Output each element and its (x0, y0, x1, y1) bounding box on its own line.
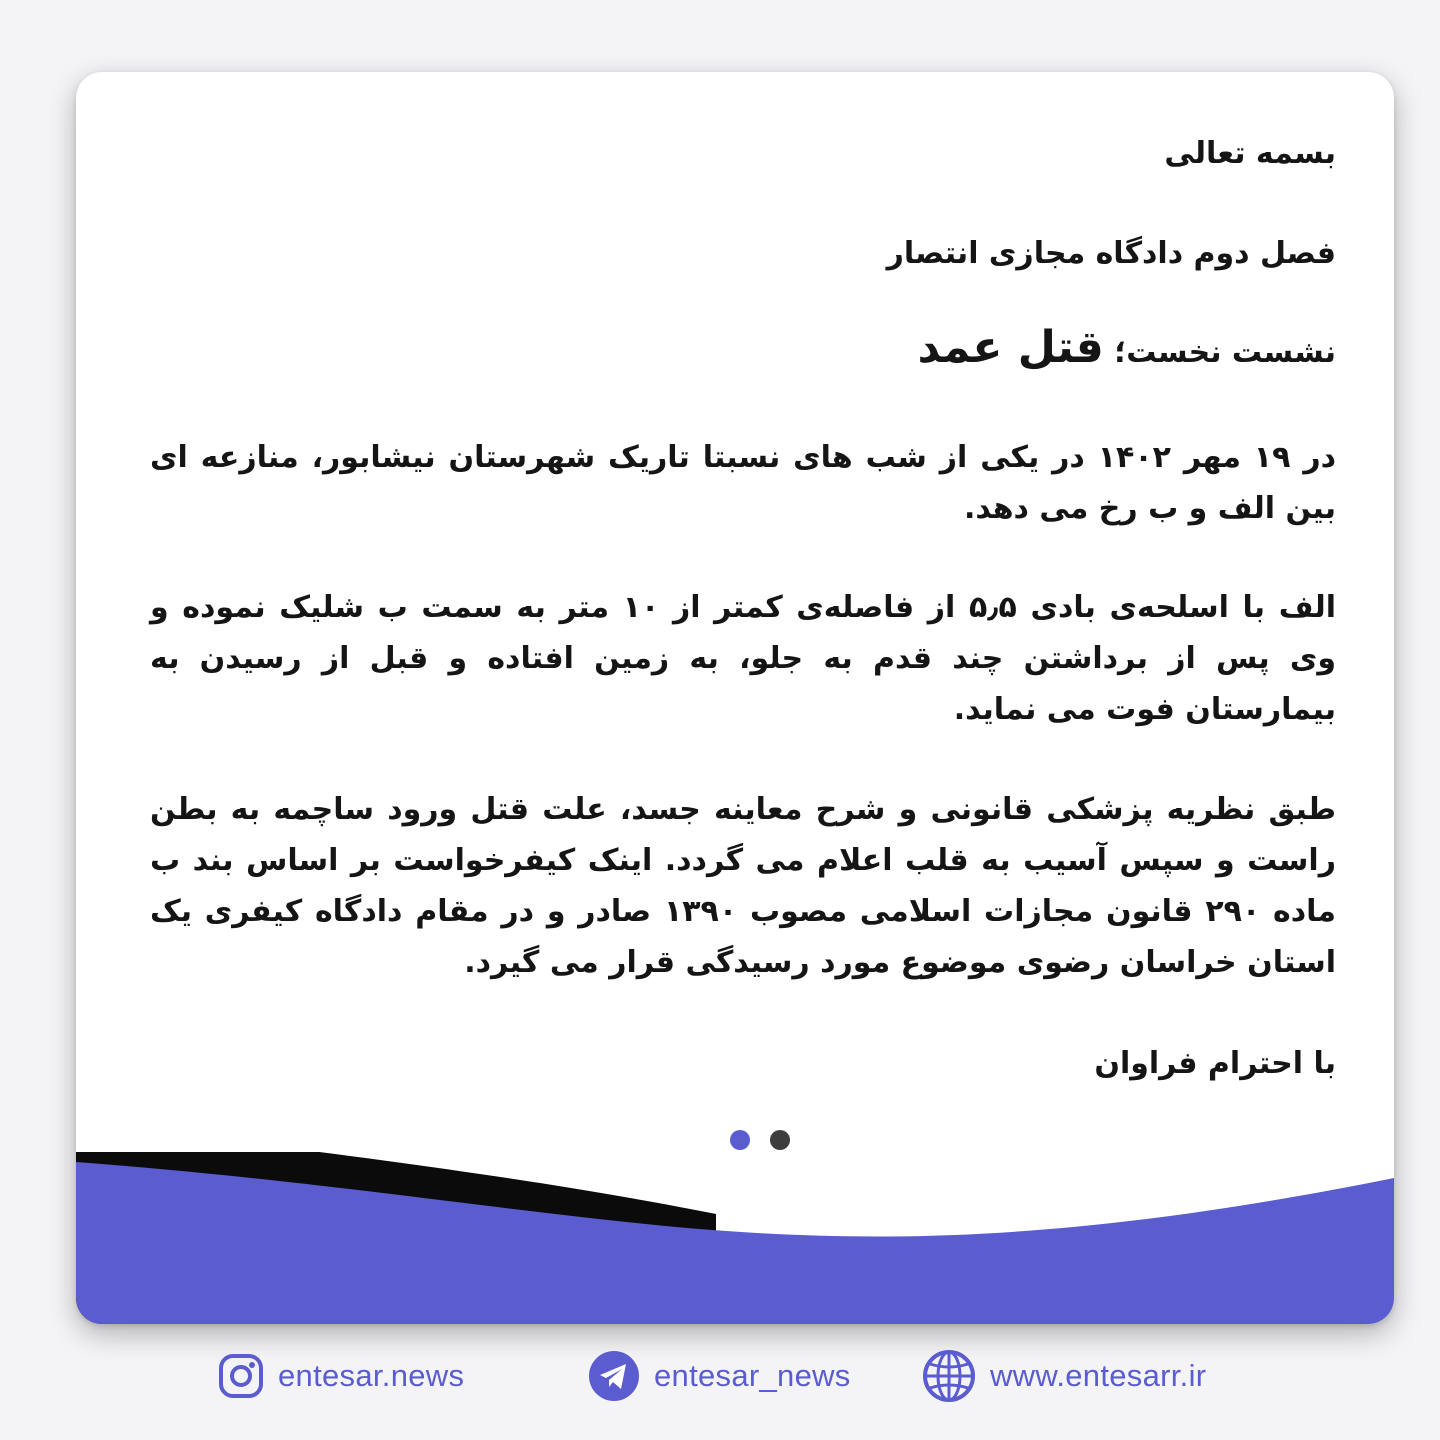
telegram-link[interactable] (588, 1346, 851, 1406)
greeting: بسمه تعالی (1164, 136, 1336, 171)
globe-icon (922, 1349, 976, 1403)
closing-line: با احترام فراوان (1094, 1046, 1336, 1081)
paragraph-verdict: طبق نظریه پزشکی قانونی و شرح معاینه جسد، علت قتل ورود ساچمه به بطن راست و سپس آسیب به قلب اعلام می گردد. اینک کیفرخواست بر اساس بند ب ماده ۲۹۰ قانون مجازات اسلامی مصوب ۱۳۹۰ صادر و در مقام دادگاه کیفری یک استان خراسان رضوی موضوع مورد رسیدگی قرار می گیرد. (150, 792, 1336, 980)
instagram-icon (218, 1353, 264, 1399)
post-card (76, 72, 1394, 1324)
telegram-handle: entesar_news (654, 1358, 851, 1393)
telegram-icon (588, 1350, 640, 1402)
carousel-indicator (730, 1130, 790, 1150)
instagram-link[interactable] (218, 1346, 464, 1406)
season-title: فصل دوم دادگاه مجازی انتصار (886, 236, 1336, 271)
carousel-dot-active[interactable] (730, 1130, 750, 1150)
decorative-wave (76, 1152, 1394, 1324)
paragraph-incident: در ۱۹ مهر ۱۴۰۲ در یکی از شب های نسبتا تاریک شهرستان نیشابور، منازعه ای بین الف و ب رخ می دهد. (150, 440, 1336, 526)
session-prefix: نشست نخست؛ (1114, 335, 1336, 370)
website-url: www.entesarr.ir (990, 1358, 1207, 1393)
session-title (150, 322, 1336, 373)
website-link[interactable] (922, 1346, 1206, 1406)
carousel-dot[interactable] (770, 1130, 790, 1150)
instagram-handle: entesar.news (278, 1358, 465, 1393)
session-topic: قتل عمد (917, 322, 1104, 373)
wave-accent-band (76, 1162, 1394, 1324)
paragraph-shooting: الف با اسلحه‌ی بادی ۵٫۵ از فاصله‌ی کمتر از ۱۰ متر به سمت ب شلیک نموده و وی پس از برداشتن چند قدم به جلو، به زمین افتاده و قبل از رسیدن به بیمارستان فوت می نماید. (150, 590, 1336, 727)
